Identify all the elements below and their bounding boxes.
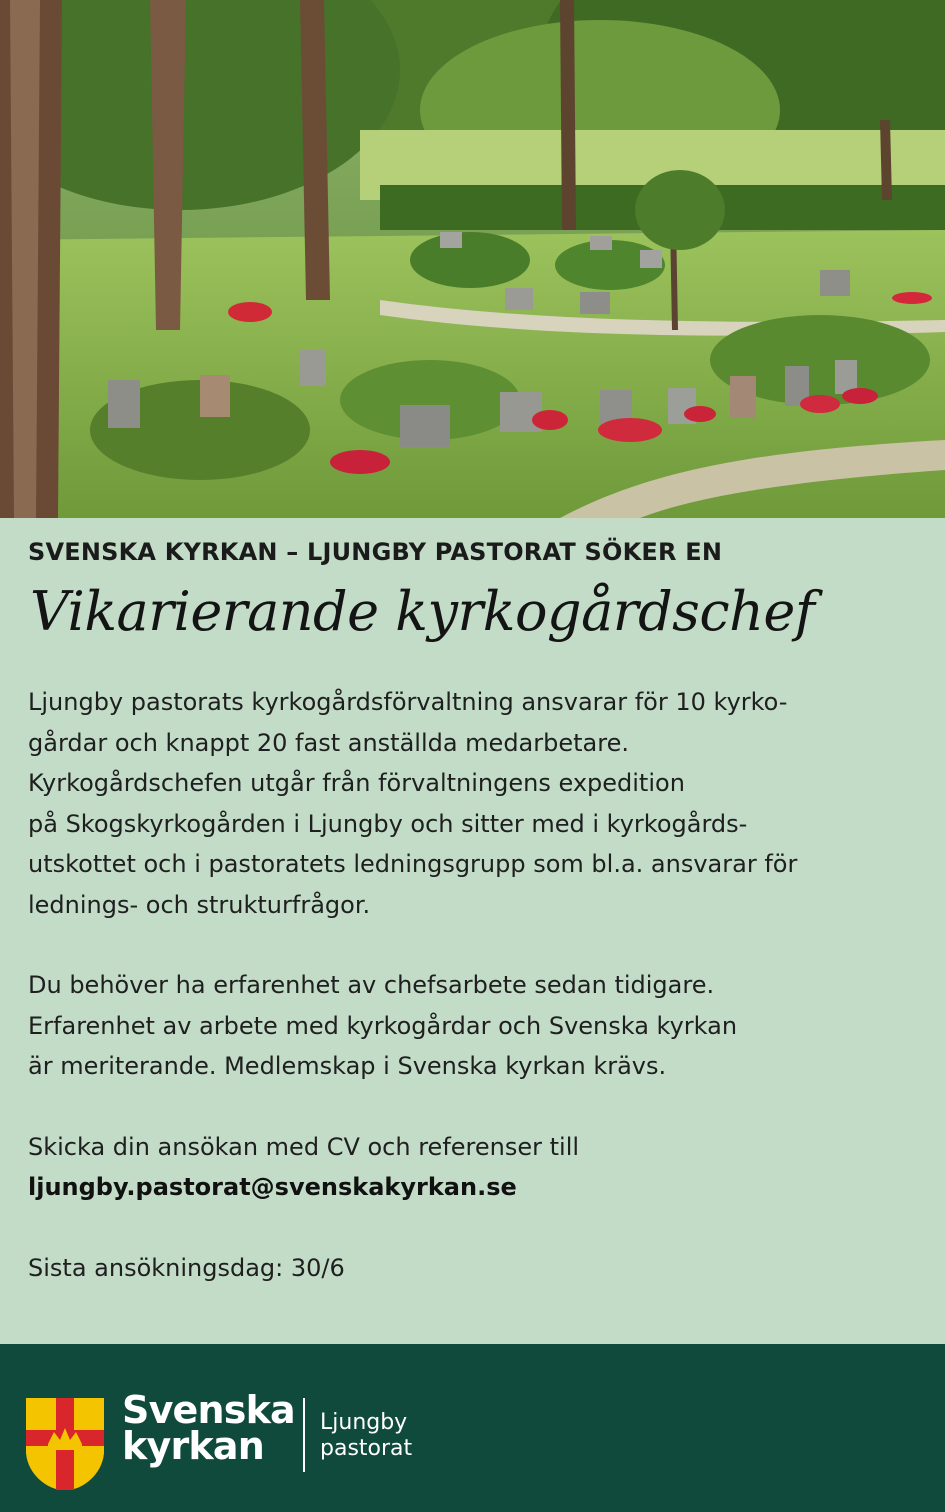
apply-text: Skicka din ansökan med CV och referenser till (28, 1132, 580, 1161)
parish-line-1: Ljungby (320, 1410, 408, 1435)
cemetery-photo (0, 0, 945, 518)
paragraph-requirements (28, 965, 918, 1087)
text-line: på Skogskyrkogården i Ljungby och sitter med i kyrkogårds- (28, 809, 748, 838)
text-line: Kyrkogårdschefen utgår från förvaltningens expedition (28, 769, 685, 797)
brand-line-1: Svenska (122, 1388, 295, 1432)
cemetery-image (0, 0, 945, 518)
footer-bar (0, 1344, 945, 1512)
footer-divider (303, 1398, 305, 1472)
text-line: utskottet och i pastoratets ledningsgrupp som bl.a. ansvarar för (28, 850, 798, 878)
text-line: lednings- och strukturfrågor. (28, 890, 371, 919)
parish-name (320, 1410, 412, 1462)
paragraph-apply (28, 1127, 918, 1208)
brand-logotype (122, 1388, 295, 1468)
text-line: Erfarenhet av arbete med kyrkogårdar och Svenska kyrkan (28, 1011, 738, 1040)
brand-line-2: kyrkan (122, 1424, 264, 1468)
text-line: Du behöver ha erfarenhet av chefsarbete sedan tidigare. (28, 971, 715, 999)
ad-text-panel (0, 518, 945, 1344)
text-line: Ljungby pastorats kyrkogårdsförvaltning ansvarar för 10 kyrko- (28, 688, 788, 716)
paragraph-intro (28, 682, 918, 925)
ad-kicker: SVENSKA KYRKAN – LJUNGBY PASTORAT SÖKER EN (28, 538, 723, 566)
parish-line-2: pastorat (320, 1436, 413, 1461)
deadline-text: Sista ansökningsdag: 30/6 (28, 1253, 345, 1282)
text-line: är meriterande. Medlemskap i Svenska kyrkan krävs. (28, 1052, 667, 1080)
ad-body (28, 682, 918, 1288)
church-shield-crown-cross-icon (26, 1398, 104, 1490)
email-link[interactable]: ljungby.pastorat@svenskakyrkan.se (28, 1173, 517, 1201)
text-line: gårdar och knappt 20 fast anställda medarbetare. (28, 728, 629, 757)
ad-headline: Vikarierande kyrkogårdschef (30, 580, 815, 643)
